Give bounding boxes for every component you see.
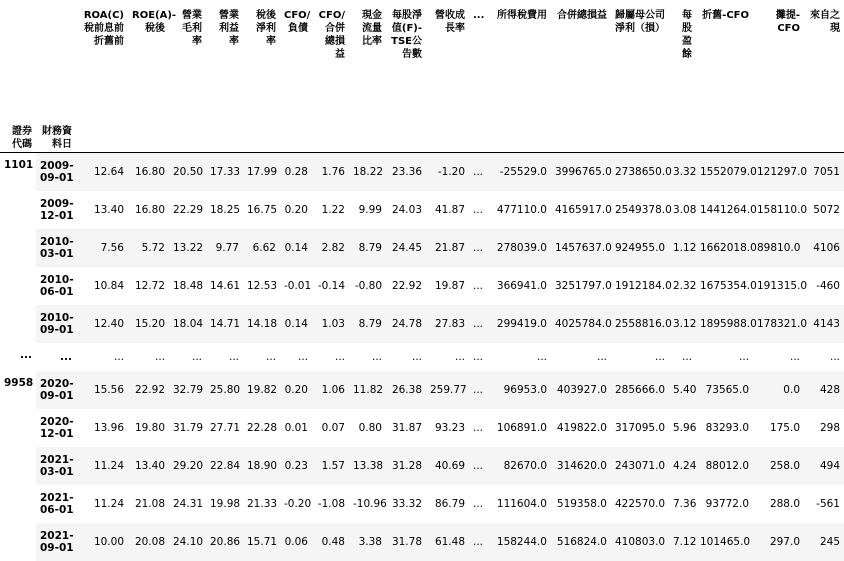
table-cell: 11.82 [349,371,386,409]
table-cell: 10.00 [76,523,128,561]
table-cell: 4025784.0 [551,305,611,343]
table-cell: 0.23 [280,447,312,485]
table-cell: 298 [804,409,844,447]
index-name-row [0,125,844,153]
table-cell: ... [312,343,349,371]
row-date: 2021- 06-01 [36,485,76,523]
row-code [0,267,36,305]
column-header: ... [469,0,487,125]
column-header: 來自之現 [804,0,844,125]
table-cell: 1457637.0 [551,229,611,267]
table-cell: ... [804,343,844,371]
table-cell: 1895988.0 [696,305,753,343]
table-cell: 494 [804,447,844,485]
table-cell: 2549378.0 [611,191,669,229]
column-header: 所得稅費用 [487,0,551,125]
table-cell: 410803.0 [611,523,669,561]
table-cell: 1552079.0 [696,153,753,192]
table-row [0,229,844,267]
table-cell: ... [243,343,280,371]
table-cell: 13.96 [76,409,128,447]
table-cell: 245 [804,523,844,561]
table-cell: 0.01 [280,409,312,447]
table-cell: 106891.0 [487,409,551,447]
table-cell: 259.77 [426,371,469,409]
table-cell: 15.20 [128,305,169,343]
row-code [0,305,36,343]
table-cell: 13.38 [349,447,386,485]
table-cell: 22.28 [243,409,280,447]
table-cell: 419822.0 [551,409,611,447]
table-cell: -0.20 [280,485,312,523]
table-row [0,447,844,485]
table-cell: 428 [804,371,844,409]
table-cell: ... [469,485,487,523]
table-cell: ... [753,343,804,371]
column-header: 每股淨值(F)-TSE公告數 [386,0,426,125]
index-name-code: 證券代碼 [0,125,36,153]
table-cell: 14.61 [206,267,243,305]
table-cell: 1675354.0 [696,267,753,305]
column-header: 稅後淨利率 [243,0,280,125]
table-cell: 12.40 [76,305,128,343]
table-cell: ... [696,343,753,371]
table-cell: 0.80 [349,409,386,447]
table-cell: 93772.0 [696,485,753,523]
table-cell: 40.69 [426,447,469,485]
table-cell: 7.56 [76,229,128,267]
column-header: 攤提-CFO [753,0,804,125]
table-cell: ... [469,191,487,229]
table-cell: 0.48 [312,523,349,561]
table-cell: 9.99 [349,191,386,229]
table-cell: 2.82 [312,229,349,267]
table-cell: 21.87 [426,229,469,267]
table-cell: -0.01 [280,267,312,305]
table-row [0,485,844,523]
table-cell: 178321.0 [753,305,804,343]
table-cell: 403927.0 [551,371,611,409]
row-date: 2021- 03-01 [36,447,76,485]
table-cell: 14.18 [243,305,280,343]
table-row [0,523,844,561]
table-cell: 9.77 [206,229,243,267]
row-code: 1101 [0,153,36,192]
table-cell: 0.14 [280,305,312,343]
column-header: ROA(C)稅前息前折舊前 [76,0,128,125]
table-cell: ... [487,343,551,371]
column-header: CFO/合併總損益 [312,0,349,125]
table-cell: 3.38 [349,523,386,561]
table-cell: 3.08 [669,191,696,229]
table-cell: 19.80 [128,409,169,447]
table-cell: 31.78 [386,523,426,561]
table-body [0,153,844,561]
table-cell: 31.79 [169,409,206,447]
table-cell: 3996765.0 [551,153,611,192]
table-cell: 4106 [804,229,844,267]
row-date: 2020- 12-01 [36,409,76,447]
table-cell: 8.79 [349,305,386,343]
table-row [0,267,844,305]
column-header-row [0,0,844,125]
table-cell: 7.12 [669,523,696,561]
column-header: 歸屬母公司淨利（損） [611,0,669,125]
row-date: 2021- 09-01 [36,523,76,561]
table-cell: 1.76 [312,153,349,192]
table-cell: 15.56 [76,371,128,409]
table-cell: 24.10 [169,523,206,561]
table-cell: 0.20 [280,371,312,409]
table-cell: 191315.0 [753,267,804,305]
table-cell: 93.23 [426,409,469,447]
table-cell: 1.12 [669,229,696,267]
index-name-date: 財務資料日 [36,125,76,153]
table-cell: 19.87 [426,267,469,305]
table-cell: -1.20 [426,153,469,192]
table-cell: 175.0 [753,409,804,447]
table-cell: 22.92 [128,371,169,409]
table-cell: 299419.0 [487,305,551,343]
table-cell: 0.20 [280,191,312,229]
table-cell: 31.28 [386,447,426,485]
table-cell: ... [669,343,696,371]
table-cell: 516824.0 [551,523,611,561]
table-cell: 2738650.0 [611,153,669,192]
row-date: 2020- 09-01 [36,371,76,409]
table-cell: 11.24 [76,485,128,523]
table-cell: 8.79 [349,229,386,267]
table-cell: 16.75 [243,191,280,229]
table-cell: 1441264.0 [696,191,753,229]
table-cell: 5.40 [669,371,696,409]
table-cell: 24.03 [386,191,426,229]
table-cell: 1.22 [312,191,349,229]
row-code: ... [0,343,36,371]
table-cell: 1.06 [312,371,349,409]
column-header: 每股盈餘 [669,0,696,125]
table-cell: 158110.0 [753,191,804,229]
table-cell: 243071.0 [611,447,669,485]
row-date: 2010- 06-01 [36,267,76,305]
table-cell: 89810.0 [753,229,804,267]
table-row [0,305,844,343]
table-cell: ... [469,343,487,371]
table-cell: 24.31 [169,485,206,523]
table-cell: 96953.0 [487,371,551,409]
table-cell: 73565.0 [696,371,753,409]
table-cell: 23.36 [386,153,426,192]
table-cell: 11.24 [76,447,128,485]
table-cell: 27.71 [206,409,243,447]
table-cell: 924955.0 [611,229,669,267]
column-header: 營業毛利率 [169,0,206,125]
row-code [0,523,36,561]
table-cell: 5.72 [128,229,169,267]
row-code [0,409,36,447]
table-cell: ... [426,343,469,371]
table-cell: -0.14 [312,267,349,305]
table-cell: 26.38 [386,371,426,409]
table-cell: 1.57 [312,447,349,485]
table-cell: 111604.0 [487,485,551,523]
table-cell: 278039.0 [487,229,551,267]
table-row [0,371,844,409]
table-cell: 1662018.0 [696,229,753,267]
table-cell: 4165917.0 [551,191,611,229]
table-cell: -1.08 [312,485,349,523]
table-cell: 7051 [804,153,844,192]
table-cell: 13.40 [128,447,169,485]
table-cell: 2558816.0 [611,305,669,343]
table-cell: 297.0 [753,523,804,561]
table-cell: 18.90 [243,447,280,485]
table-cell: 12.64 [76,153,128,192]
table-cell: 0.14 [280,229,312,267]
table-cell: 29.20 [169,447,206,485]
table-cell: ... [469,371,487,409]
table-cell: 22.92 [386,267,426,305]
table-cell: ... [76,343,128,371]
table-cell: 86.79 [426,485,469,523]
table-cell: ... [469,153,487,192]
column-header: ROE(A)-稅後 [128,0,169,125]
row-code: 9958 [0,371,36,409]
table-cell: -561 [804,485,844,523]
row-date: 2009- 12-01 [36,191,76,229]
table-cell: 22.29 [169,191,206,229]
table-cell: 22.84 [206,447,243,485]
table-cell: 4.24 [669,447,696,485]
table-cell: 18.48 [169,267,206,305]
table-cell: 14.71 [206,305,243,343]
table-cell: 19.98 [206,485,243,523]
column-header: 營業利益率 [206,0,243,125]
table-cell: ... [386,343,426,371]
table-cell: ... [469,447,487,485]
table-cell: 0.06 [280,523,312,561]
table-cell: 258.0 [753,447,804,485]
table-cell: 366941.0 [487,267,551,305]
table-cell: 317095.0 [611,409,669,447]
column-header: CFO/負債 [280,0,312,125]
row-code [0,485,36,523]
table-cell: 13.22 [169,229,206,267]
table-cell: 3.32 [669,153,696,192]
table-cell: 61.48 [426,523,469,561]
table-cell: ... [611,343,669,371]
table-cell: 25.80 [206,371,243,409]
table-cell: 10.84 [76,267,128,305]
table-row [0,191,844,229]
table-cell: 88012.0 [696,447,753,485]
table-cell: ... [469,267,487,305]
row-date: 2009- 09-01 [36,153,76,192]
table-cell: 477110.0 [487,191,551,229]
table-cell: 0.07 [312,409,349,447]
column-header: 現金流量比率 [349,0,386,125]
table-cell: 12.72 [128,267,169,305]
table-cell: 5072 [804,191,844,229]
table-cell: 20.86 [206,523,243,561]
table-cell: 288.0 [753,485,804,523]
row-code [0,447,36,485]
table-cell: 13.40 [76,191,128,229]
row-date: 2010- 09-01 [36,305,76,343]
table-cell: 0.0 [753,371,804,409]
table-cell: 121297.0 [753,153,804,192]
index-corner [0,0,36,125]
table-cell: 21.08 [128,485,169,523]
table-cell: ... [206,343,243,371]
column-header: 合併總損益 [551,0,611,125]
table-cell: 24.78 [386,305,426,343]
row-date: ... [36,343,76,371]
table-cell: 0.28 [280,153,312,192]
table-cell: 7.36 [669,485,696,523]
table-cell: 4143 [804,305,844,343]
table-cell: 2.32 [669,267,696,305]
table-cell: 20.08 [128,523,169,561]
table-cell: 12.53 [243,267,280,305]
table-cell: 32.79 [169,371,206,409]
table-cell: ... [169,343,206,371]
table-cell: 1912184.0 [611,267,669,305]
table-cell: 285666.0 [611,371,669,409]
table-cell: ... [469,523,487,561]
column-header: 營收成長率 [426,0,469,125]
table-cell: ... [128,343,169,371]
table-cell: 3.12 [669,305,696,343]
ellipsis-row [0,343,844,371]
row-date: 2010- 03-01 [36,229,76,267]
column-header: 折舊-CFO [696,0,753,125]
table-cell: ... [469,409,487,447]
table-cell: 16.80 [128,153,169,192]
table-cell: 31.87 [386,409,426,447]
table-cell: ... [469,229,487,267]
table-cell: ... [551,343,611,371]
table-cell: ... [349,343,386,371]
table-cell: 18.04 [169,305,206,343]
table-cell: 5.96 [669,409,696,447]
table-cell: 41.87 [426,191,469,229]
table-cell: 15.71 [243,523,280,561]
table-cell: 82670.0 [487,447,551,485]
table-cell: 24.45 [386,229,426,267]
table-cell: 18.25 [206,191,243,229]
table-cell: -25529.0 [487,153,551,192]
table-cell: 3251797.0 [551,267,611,305]
table-cell: ... [280,343,312,371]
table-header [0,0,844,153]
table-cell: 1.03 [312,305,349,343]
table-cell: 19.82 [243,371,280,409]
table-cell: -10.96 [349,485,386,523]
table-cell: 16.80 [128,191,169,229]
table-cell: 6.62 [243,229,280,267]
index-corner [36,0,76,125]
table-cell: 83293.0 [696,409,753,447]
table-cell: -0.80 [349,267,386,305]
table-cell: 20.50 [169,153,206,192]
table-cell: 101465.0 [696,523,753,561]
table-cell: 519358.0 [551,485,611,523]
table-cell: 17.33 [206,153,243,192]
row-code [0,229,36,267]
table-cell: 21.33 [243,485,280,523]
table-row [0,409,844,447]
table-row [0,153,844,192]
table-cell: 33.32 [386,485,426,523]
table-cell: 18.22 [349,153,386,192]
row-code [0,191,36,229]
table-cell: 17.99 [243,153,280,192]
table-cell: 158244.0 [487,523,551,561]
table-cell: -460 [804,267,844,305]
table-cell: 422570.0 [611,485,669,523]
table-cell: ... [469,305,487,343]
table-cell: 27.83 [426,305,469,343]
table-cell: 314620.0 [551,447,611,485]
